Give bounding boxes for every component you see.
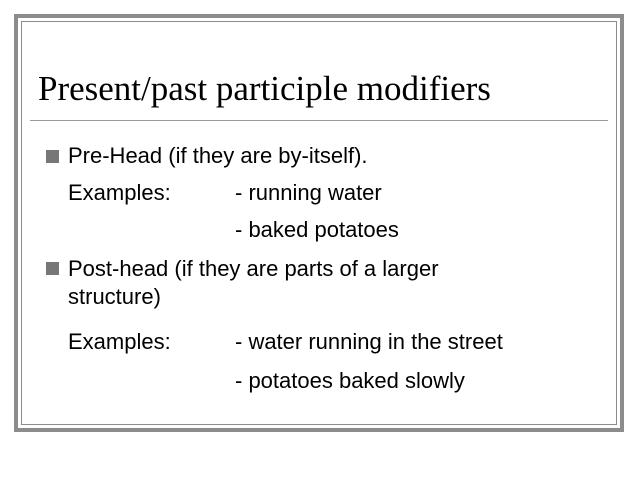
bullet-2-text-line-2: structure) bbox=[68, 284, 161, 309]
square-bullet-icon bbox=[46, 262, 59, 275]
slide-title: Present/past participle modifiers bbox=[38, 69, 491, 108]
bullet-1-text: Pre-Head (if they are by-itself). bbox=[68, 143, 368, 168]
bullet-2-example-1: - water running in the street bbox=[235, 329, 503, 354]
title-divider bbox=[30, 120, 608, 121]
bullet-2-example-2: - potatoes baked slowly bbox=[235, 368, 465, 393]
bullet-1-example-1: - running water bbox=[235, 180, 382, 205]
square-bullet-icon bbox=[46, 150, 59, 163]
bullet-1-example-2: - baked potatoes bbox=[235, 217, 399, 242]
bullet-1-examples-label: Examples: bbox=[68, 180, 171, 205]
bullet-2-examples-label: Examples: bbox=[68, 329, 171, 354]
bullet-2-text-line-1: Post-head (if they are parts of a larger bbox=[68, 256, 439, 281]
